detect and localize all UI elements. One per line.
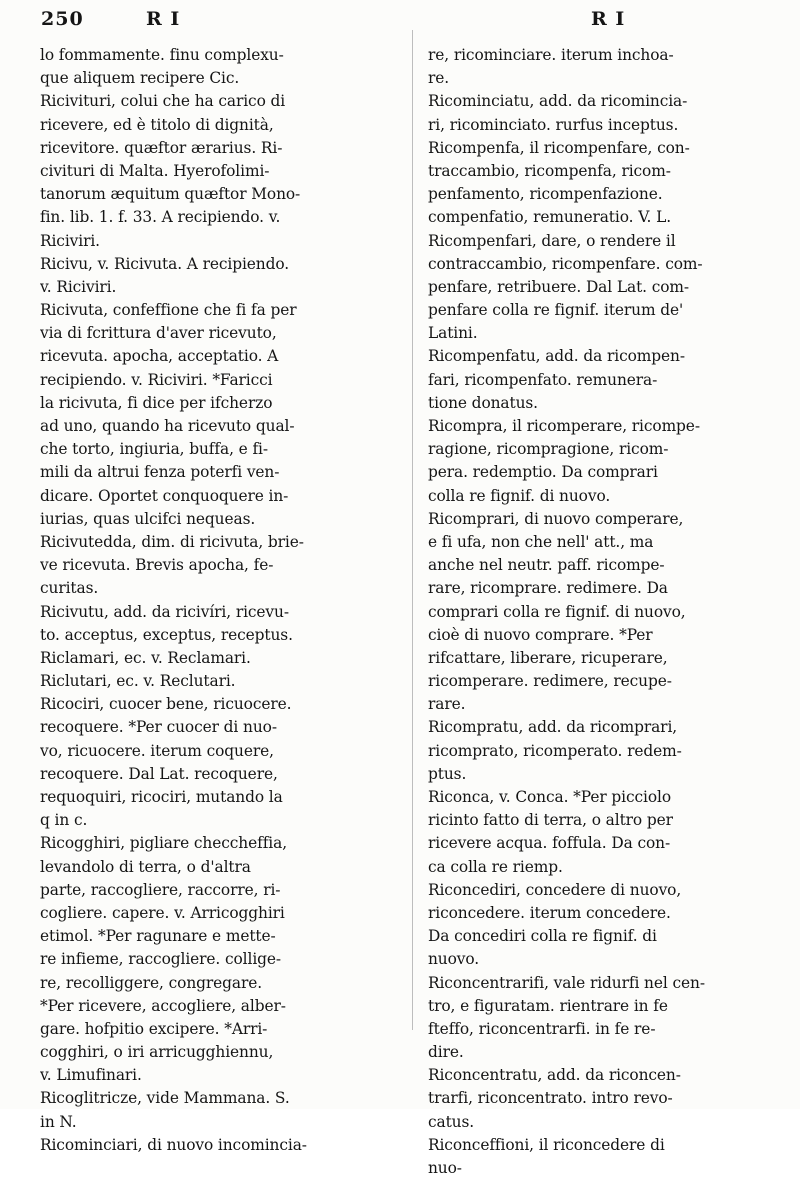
left-column-line: iurias, quas ulcifci nequeas.	[40, 509, 256, 528]
right-column-line: ricomperare. redimere, recupe-	[428, 672, 672, 691]
left-column-line: Ricogghiri, pigliare checcheffia,	[40, 834, 287, 853]
left-column-line: dicare. Oportet conquoquere in-	[40, 486, 289, 505]
left-column-line: requoquiri, ricociri, mutando la	[40, 788, 283, 806]
left-column-line: que aliquem recipere Cic.	[40, 69, 240, 88]
right-column-line: Latini.	[428, 324, 478, 343]
left-column-line: *Per ricevere, accogliere, alber-	[40, 996, 286, 1015]
left-column-line: cogliere. capere. v. Arricogghiri	[40, 903, 285, 922]
left-column-line: Ricociri, cuocer bene, ricuocere.	[40, 695, 292, 714]
right-column-line: trarfi, riconcentrato. intro revo-	[428, 1089, 673, 1108]
left-column-line: civituri di Malta. Hyerofolimi-	[40, 161, 270, 180]
left-column-line: v. Riciviri.	[40, 277, 117, 296]
right-column-line: penfare, retribuere. Dal Lat. com-	[428, 277, 690, 296]
right-column-line: Ricompra, il ricomperare, ricompe-	[428, 417, 700, 435]
left-column-line: Ricivutu, add. da ricivíri, ricevu-	[40, 602, 289, 621]
right-column-line: re, ricominciare. iterum inchoa-	[428, 46, 674, 64]
left-column-line: Riclamari, ec. v. Reclamari.	[40, 648, 251, 667]
running-head-right: R I	[591, 8, 626, 30]
right-column-line: ca colla re riemp.	[428, 857, 563, 876]
right-column-line: colla re fignif. di nuovo.	[428, 486, 611, 505]
left-column-line: che torto, ingiuria, buffa, e fi-	[40, 440, 268, 459]
left-column-line: ad uno, quando ha ricevuto qual-	[40, 417, 295, 435]
left-column-line: la ricivuta, fi dice per ifcherzo	[40, 393, 273, 412]
right-column-line: Ricominciatu, add. da ricomincia-	[428, 92, 688, 111]
right-column-line: Ricompratu, add. da ricomprari,	[428, 718, 678, 737]
right-column-line: Ricompenfari, dare, o rendere il	[428, 231, 676, 250]
left-column-line: re, recolliggere, congregare.	[40, 973, 263, 992]
right-column-line: ricinto fatto di terra, o altro per	[428, 811, 673, 830]
left-column-line: ve ricevuta. Brevis apocha, fe-	[40, 556, 274, 575]
right-column-line: contraccambio, ricompenfare. com-	[428, 254, 703, 273]
right-column-line: rare.	[428, 695, 466, 714]
right-column-line: rare, ricomprare. redimere. Da	[428, 579, 668, 598]
left-column-line: ricevere, ed è titolo di dignità,	[40, 115, 274, 134]
right-column-line: Ricompenfatu, add. da ricompen-	[428, 347, 685, 366]
right-column-line: Riconcediri, concedere di nuovo,	[428, 880, 682, 899]
left-column-line: lo fommamente. finu complexu-	[40, 46, 284, 64]
left-column-line: etimol. *Per ragunare e mette-	[40, 927, 276, 946]
left-column-line: Ricivutedda, dim. di ricivuta, brie-	[40, 532, 304, 551]
right-column-line: cioè di nuovo comprare. *Per	[428, 625, 653, 644]
left-column-line: recoquere. *Per cuocer di nuo-	[40, 718, 277, 737]
left-column-line: Ricivituri, colui che ha carico di	[40, 92, 286, 111]
left-column-line: mili da altrui fenza poterfi ven-	[40, 463, 280, 482]
left-column-line: Ricominciari, di nuovo incomincia-	[40, 1135, 307, 1154]
left-column-line: re infieme, raccogliere. collige-	[40, 950, 282, 969]
right-column-line: e fi ufa, non che nell' att., ma	[428, 532, 654, 551]
right-column-line: traccambio, ricompenfa, ricom-	[428, 161, 671, 180]
right-column-line: ricevere acqua. foffula. Da con-	[428, 834, 671, 853]
right-column-line: Riconcentratu, add. da riconcen-	[428, 1066, 681, 1085]
right-column-line: ri, ricominciato. rurfus inceptus.	[428, 115, 679, 134]
right-column-line: nuo-	[428, 1159, 462, 1177]
left-column-line: fin. lib. 1. f. 33. A recipiendo. v.	[40, 208, 281, 227]
left-column-line: curitas.	[40, 579, 99, 598]
right-column-line: catus.	[428, 1112, 475, 1131]
right-column-line: Da concediri colla re fignif. di	[428, 927, 657, 946]
right-column-line: riconcedere. iterum concedere.	[428, 903, 671, 922]
left-column-line: parte, raccogliere, raccorre, ri-	[40, 880, 281, 899]
page-number: 250	[41, 8, 84, 30]
left-column-line: vo, ricuocere. iterum coquere,	[40, 741, 274, 760]
right-column-line: fari, ricompenfato. remunera-	[428, 370, 658, 389]
right-column-line: fteffo, riconcentrarfi. in fe re-	[428, 1019, 656, 1038]
right-column-line: tro, e figuratam. rientrare in fe	[428, 996, 668, 1015]
right-column-line: ptus.	[428, 764, 467, 783]
left-column-line: Riciviri.	[40, 231, 100, 250]
left-column-line: gare. hofpitio excipere. *Arri-	[40, 1019, 268, 1038]
right-column-line: re.	[428, 69, 450, 88]
right-column-line: penfamento, ricompenfazione.	[428, 185, 663, 204]
right-column-line: Riconceffioni, il riconcedere di	[428, 1135, 665, 1154]
left-column-line: recoquere. Dal Lat. recoquere,	[40, 764, 278, 783]
right-column-line: compenfatio, remuneratio. V. L.	[428, 208, 672, 227]
right-column-line: Riconca, v. Conca. *Per picciolo	[428, 788, 671, 806]
right-column-line: Ricomprari, di nuovo comperare,	[428, 509, 684, 528]
left-column-line: levandolo di terra, o d'altra	[40, 857, 251, 876]
left-column-line: Ricivu, v. Ricivuta. A recipiendo.	[40, 254, 290, 273]
right-column-line: tione donatus.	[428, 393, 538, 412]
right-column-line: Riconcentrarifi, vale ridurfi nel cen-	[428, 973, 705, 992]
right-column-line: comprari colla re fignif. di nuovo,	[428, 602, 686, 621]
left-column-line: q in c.	[40, 811, 88, 830]
left-column-line: recipiendo. v. Riciviri. *Faricci	[40, 370, 273, 389]
left-column-line: Ricoglitricze, vide Mammana. S.	[40, 1089, 290, 1108]
right-column-line: penfare colla re fignif. iterum de'	[428, 301, 684, 320]
left-column-line: in N.	[40, 1112, 77, 1131]
left-column-line: cogghiri, o iri arricugghiennu,	[40, 1043, 274, 1062]
left-column-line: to. acceptus, exceptus, receptus.	[40, 625, 293, 644]
left-column	[40, 44, 398, 1157]
right-column-line: rifcattare, liberare, ricuperare,	[428, 648, 668, 667]
left-column-line: Ricivuta, confeffione che fi fa per	[40, 301, 297, 320]
right-column-line: ricomprato, ricomperato. redem-	[428, 741, 682, 760]
column-divider	[412, 30, 413, 1030]
right-column-line: pera. redemptio. Da comprari	[428, 463, 658, 482]
left-column-line: via di fcrittura d'aver ricevuto,	[40, 324, 277, 343]
left-column-line: Riclutari, ec. v. Reclutari.	[40, 672, 236, 691]
running-head-left: R I	[146, 8, 181, 30]
right-column-line: Ricompenfa, il ricompenfare, con-	[428, 138, 690, 157]
right-column-line: anche nel neutr. paff. ricompe-	[428, 556, 665, 575]
left-column-line: ricevitore. quæftor ærarius. Ri-	[40, 138, 283, 157]
right-column-line: ragione, ricompragione, ricom-	[428, 440, 669, 459]
left-column-line: tanorum æquitum quæftor Mono-	[40, 185, 301, 204]
right-column-line: dire.	[428, 1043, 464, 1062]
right-column-line: nuovo.	[428, 950, 480, 969]
right-column	[428, 44, 790, 1180]
left-column-line: ricevuta. apocha, acceptatio. A	[40, 347, 279, 366]
left-column-line: v. Limufinari.	[40, 1066, 142, 1085]
